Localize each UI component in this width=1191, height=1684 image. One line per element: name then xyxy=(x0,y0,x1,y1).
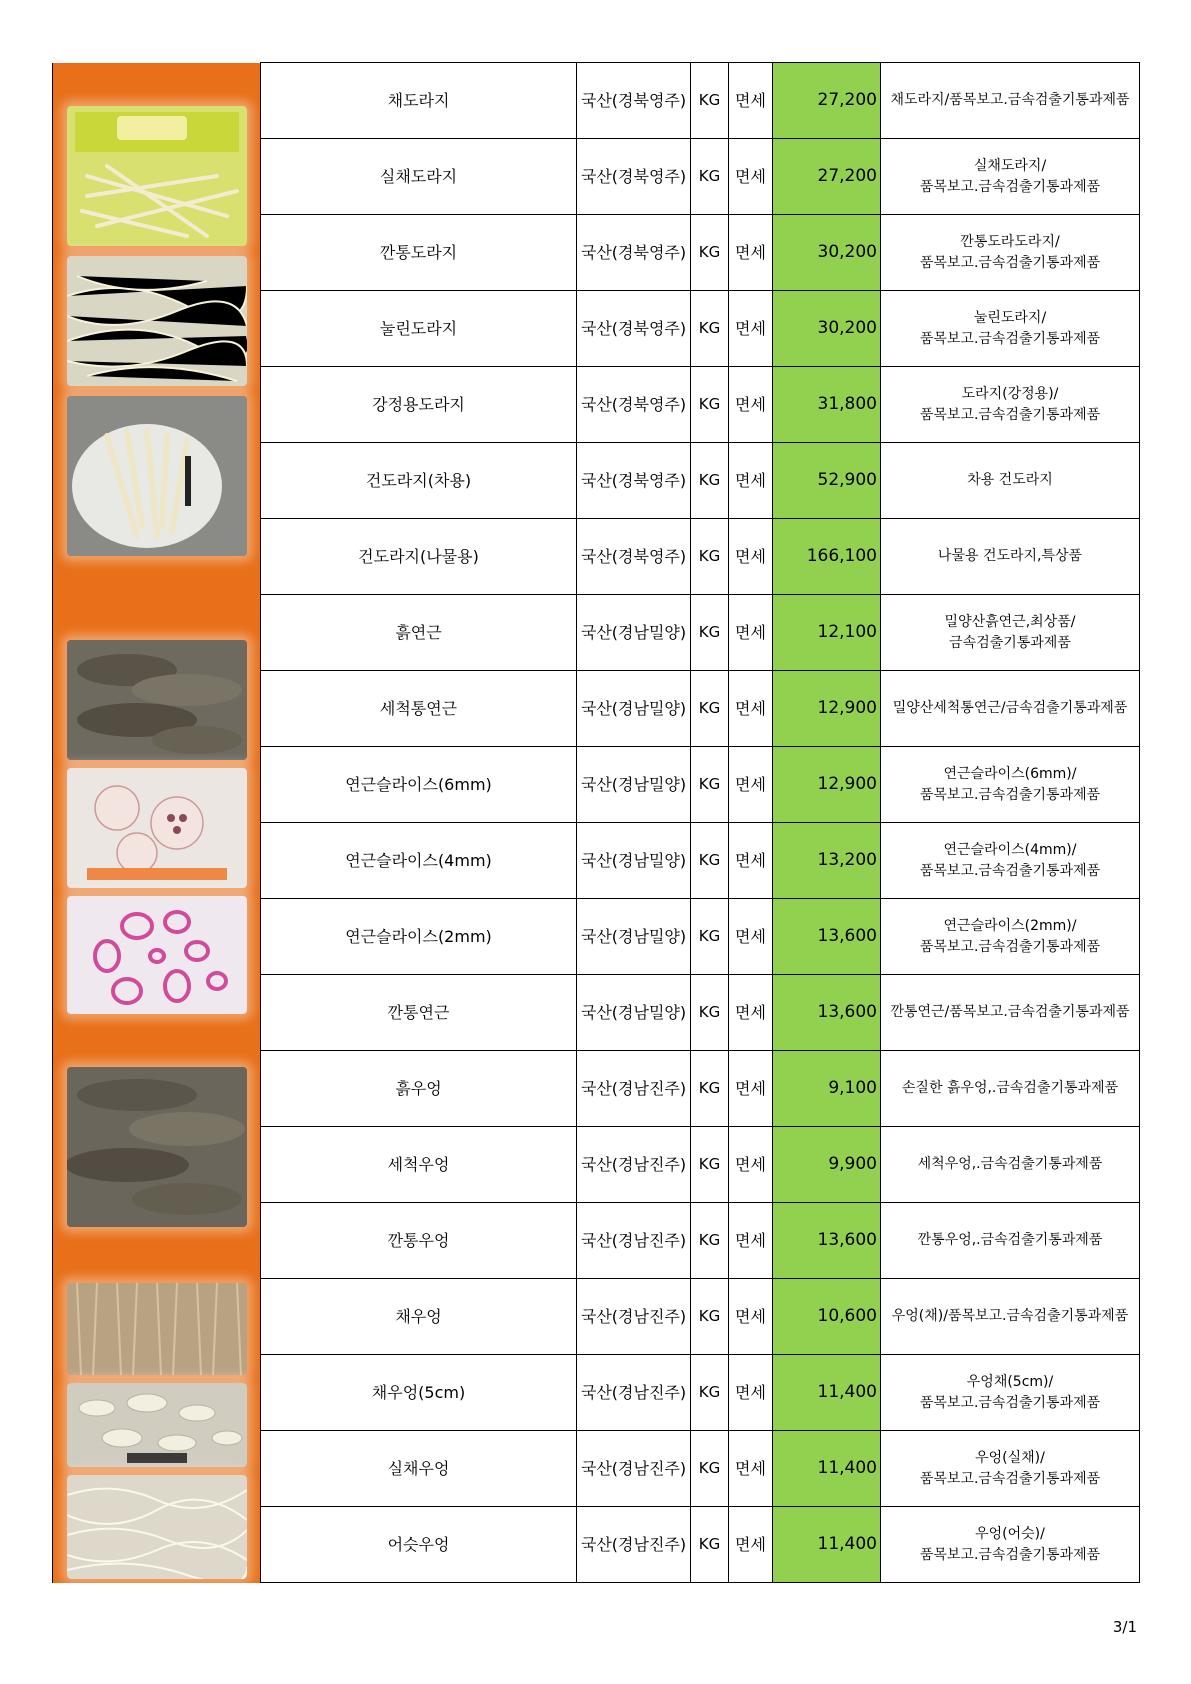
origin-cell: 국산(경남진주) xyxy=(577,1051,691,1127)
price-cell: 12,900 xyxy=(773,671,881,747)
tax-status-cell: 면세 xyxy=(729,1355,773,1431)
price-cell: 166,100 xyxy=(773,519,881,595)
origin-cell: 국산(경북영주) xyxy=(577,139,691,215)
product-name-cell: 채우엉(5cm) xyxy=(261,1355,577,1431)
origin-cell: 국산(경남밀양) xyxy=(577,823,691,899)
tax-status-cell: 면세 xyxy=(729,899,773,975)
muddy-lotus-root-photo xyxy=(67,640,247,760)
origin-cell: 국산(경북영주) xyxy=(577,443,691,519)
note-line: 품목보고.금속검출기통과제품 xyxy=(919,178,1101,195)
unit-cell: KG xyxy=(691,899,729,975)
tax-status-cell: 면세 xyxy=(729,519,773,595)
note-line: 금속검출기통과제품 xyxy=(949,634,1071,651)
origin-cell: 국산(경남진주) xyxy=(577,1431,691,1507)
note-cell xyxy=(881,975,1140,1051)
note-cell xyxy=(881,139,1140,215)
origin-cell: 국산(경북영주) xyxy=(577,291,691,367)
tax-status-cell: 면세 xyxy=(729,215,773,291)
price-cell: 27,200 xyxy=(773,63,881,139)
unit-cell: KG xyxy=(691,1051,729,1127)
tax-status-cell: 면세 xyxy=(729,367,773,443)
table-row xyxy=(53,1279,1140,1355)
unit-cell: KG xyxy=(691,823,729,899)
price-cell: 12,900 xyxy=(773,747,881,823)
price-cell: 31,800 xyxy=(773,367,881,443)
note-cell xyxy=(881,1203,1140,1279)
tax-status-cell: 면세 xyxy=(729,1507,773,1583)
price-cell: 13,600 xyxy=(773,899,881,975)
product-name-cell: 건도라지(차용) xyxy=(261,443,577,519)
note-line: 품목보고.금속검출기통과제품 xyxy=(919,254,1101,271)
note-cell xyxy=(881,291,1140,367)
note-line: 품목보고.금속검출기통과제품 xyxy=(919,786,1101,803)
note-line: 채도라지/품목보고.금속검출기통과제품 xyxy=(890,92,1130,108)
product-name-cell: 연근슬라이스(6mm) xyxy=(261,747,577,823)
product-name-cell: 깐통도라지 xyxy=(261,215,577,291)
bagged-doraji-photo xyxy=(67,106,247,246)
note-line: 도라지(강정용)/ xyxy=(961,385,1059,402)
tax-status-cell: 면세 xyxy=(729,671,773,747)
price-cell: 13,200 xyxy=(773,823,881,899)
lotus-rings-photo xyxy=(67,896,247,1014)
note-cell xyxy=(881,215,1140,291)
note-line: 품목보고.금속검출기통과제품 xyxy=(919,862,1101,879)
shredded-doraji-photo xyxy=(67,256,247,386)
note-line: 품목보고.금속검출기통과제품 xyxy=(919,1394,1101,1411)
note-line: 차용 건도라지 xyxy=(967,472,1053,488)
note-cell xyxy=(881,1127,1140,1203)
photo-panel-lotus-root xyxy=(53,595,261,1051)
note-cell xyxy=(881,1355,1140,1431)
note-line: 손질한 흙우엉,.금속검출기통과제품 xyxy=(901,1080,1119,1096)
unit-cell: KG xyxy=(691,671,729,747)
photo-panel-burdock xyxy=(53,1051,261,1279)
origin-cell: 국산(경남진주) xyxy=(577,1355,691,1431)
note-line: 품목보고.금속검출기통과제품 xyxy=(919,1470,1101,1487)
product-name-cell: 흙우엉 xyxy=(261,1051,577,1127)
product-name-cell: 채우엉 xyxy=(261,1279,577,1355)
unit-cell: KG xyxy=(691,443,729,519)
price-cell: 11,400 xyxy=(773,1431,881,1507)
note-line: 세척우엉,.금속검출기통과제품 xyxy=(917,1156,1103,1172)
note-line: 연근슬라이스(4mm)/ xyxy=(943,841,1077,858)
dried-burdock-roots-photo xyxy=(67,1283,247,1375)
price-cell: 9,100 xyxy=(773,1051,881,1127)
note-cell xyxy=(881,443,1140,519)
origin-cell: 국산(경남진주) xyxy=(577,1279,691,1355)
tax-status-cell: 면세 xyxy=(729,747,773,823)
table-row xyxy=(53,1051,1140,1127)
note-line: 밀양산흙연근,최상품/ xyxy=(944,613,1076,630)
whole-doraji-plate-photo xyxy=(67,396,247,556)
note-line: 깐통연근/품목보고.금속검출기통과제품 xyxy=(890,1004,1130,1020)
price-cell: 12,100 xyxy=(773,595,881,671)
origin-cell: 국산(경북영주) xyxy=(577,63,691,139)
unit-cell: KG xyxy=(691,975,729,1051)
note-cell xyxy=(881,1051,1140,1127)
unit-cell: KG xyxy=(691,1355,729,1431)
product-name-cell: 세척우엉 xyxy=(261,1127,577,1203)
product-name-cell: 실채도라지 xyxy=(261,139,577,215)
note-cell xyxy=(881,595,1140,671)
muddy-burdock-photo xyxy=(67,1067,247,1227)
tax-status-cell: 면세 xyxy=(729,1127,773,1203)
lotus-slices-bag-photo xyxy=(67,768,247,888)
note-cell xyxy=(881,367,1140,443)
price-cell: 11,400 xyxy=(773,1507,881,1583)
note-line: 우엉(실채)/ xyxy=(975,1449,1045,1466)
note-line: 품목보고.금속검출기통과제품 xyxy=(919,406,1101,423)
tax-status-cell: 면세 xyxy=(729,1279,773,1355)
photo-panel-doraji xyxy=(53,63,261,595)
price-cell: 30,200 xyxy=(773,215,881,291)
sliced-burdock-photo xyxy=(67,1383,247,1467)
price-cell: 11,400 xyxy=(773,1355,881,1431)
tax-status-cell: 면세 xyxy=(729,291,773,367)
product-name-cell: 채도라지 xyxy=(261,63,577,139)
origin-cell: 국산(경남진주) xyxy=(577,1127,691,1203)
tax-status-cell: 면세 xyxy=(729,1203,773,1279)
origin-cell: 국산(경남밀양) xyxy=(577,595,691,671)
table-row xyxy=(53,595,1140,671)
tax-status-cell: 면세 xyxy=(729,139,773,215)
origin-cell: 국산(경남밀양) xyxy=(577,747,691,823)
price-cell: 9,900 xyxy=(773,1127,881,1203)
note-line: 품목보고.금속검출기통과제품 xyxy=(919,1546,1101,1563)
note-cell xyxy=(881,747,1140,823)
price-cell: 52,900 xyxy=(773,443,881,519)
unit-cell: KG xyxy=(691,1279,729,1355)
tax-status-cell: 면세 xyxy=(729,823,773,899)
unit-cell: KG xyxy=(691,1507,729,1583)
note-line: 우엉(채)/품목보고.금속검출기통과제품 xyxy=(891,1308,1129,1324)
note-cell xyxy=(881,1507,1140,1583)
price-cell: 13,600 xyxy=(773,1203,881,1279)
product-name-cell: 실채우엉 xyxy=(261,1431,577,1507)
note-line: 나물용 건도라지,특상품 xyxy=(937,548,1083,564)
note-line: 연근슬라이스(6mm)/ xyxy=(943,765,1077,782)
tax-status-cell: 면세 xyxy=(729,443,773,519)
origin-cell: 국산(경북영주) xyxy=(577,519,691,595)
product-price-table xyxy=(52,62,1140,1583)
product-name-cell: 눌린도라지 xyxy=(261,291,577,367)
origin-cell: 국산(경남진주) xyxy=(577,1507,691,1583)
note-line: 품목보고.금속검출기통과제품 xyxy=(919,938,1101,955)
product-name-cell: 건도라지(나물용) xyxy=(261,519,577,595)
note-line: 연근슬라이스(2mm)/ xyxy=(943,917,1077,934)
product-name-cell: 연근슬라이스(4mm) xyxy=(261,823,577,899)
origin-cell: 국산(경남밀양) xyxy=(577,975,691,1051)
unit-cell: KG xyxy=(691,367,729,443)
origin-cell: 국산(경남밀양) xyxy=(577,899,691,975)
unit-cell: KG xyxy=(691,139,729,215)
note-line: 눌린도라지/ xyxy=(973,309,1047,326)
origin-cell: 국산(경남밀양) xyxy=(577,671,691,747)
unit-cell: KG xyxy=(691,215,729,291)
note-cell xyxy=(881,1279,1140,1355)
page-number: 3/1 xyxy=(1112,1618,1137,1636)
unit-cell: KG xyxy=(691,519,729,595)
note-cell xyxy=(881,899,1140,975)
product-name-cell: 세척통연근 xyxy=(261,671,577,747)
unit-cell: KG xyxy=(691,291,729,367)
note-cell xyxy=(881,823,1140,899)
note-cell xyxy=(881,1431,1140,1507)
julienned-burdock-photo xyxy=(67,1475,247,1579)
product-name-cell: 강정용도라지 xyxy=(261,367,577,443)
table-row xyxy=(53,63,1140,139)
product-name-cell: 어슷우엉 xyxy=(261,1507,577,1583)
note-line: 밀양산세척통연근/금속검출기통과제품 xyxy=(892,700,1128,716)
unit-cell: KG xyxy=(691,1127,729,1203)
origin-cell: 국산(경북영주) xyxy=(577,215,691,291)
note-line: 깐통도라도라지/ xyxy=(960,233,1060,250)
product-name-cell: 연근슬라이스(2mm) xyxy=(261,899,577,975)
unit-cell: KG xyxy=(691,1203,729,1279)
note-line: 우엉(어슷)/ xyxy=(975,1525,1045,1542)
unit-cell: KG xyxy=(691,63,729,139)
price-cell: 27,200 xyxy=(773,139,881,215)
price-cell: 13,600 xyxy=(773,975,881,1051)
tax-status-cell: 면세 xyxy=(729,1431,773,1507)
note-line: 우엉채(5cm)/ xyxy=(966,1373,1054,1390)
note-line: 실채도라지/ xyxy=(973,157,1047,174)
unit-cell: KG xyxy=(691,747,729,823)
photo-panel-shredded-burdock xyxy=(53,1279,261,1583)
price-cell: 30,200 xyxy=(773,291,881,367)
unit-cell: KG xyxy=(691,595,729,671)
tax-status-cell: 면세 xyxy=(729,595,773,671)
tax-status-cell: 면세 xyxy=(729,1051,773,1127)
note-cell xyxy=(881,63,1140,139)
product-name-cell: 깐통우엉 xyxy=(261,1203,577,1279)
origin-cell: 국산(경북영주) xyxy=(577,367,691,443)
note-line: 품목보고.금속검출기통과제품 xyxy=(919,330,1101,347)
tax-status-cell: 면세 xyxy=(729,975,773,1051)
note-cell xyxy=(881,519,1140,595)
unit-cell: KG xyxy=(691,1431,729,1507)
note-line: 깐통우엉,.금속검출기통과제품 xyxy=(917,1232,1103,1248)
product-name-cell: 깐통연근 xyxy=(261,975,577,1051)
origin-cell: 국산(경남진주) xyxy=(577,1203,691,1279)
price-cell: 10,600 xyxy=(773,1279,881,1355)
tax-status-cell: 면세 xyxy=(729,63,773,139)
note-cell xyxy=(881,671,1140,747)
product-name-cell: 흙연근 xyxy=(261,595,577,671)
